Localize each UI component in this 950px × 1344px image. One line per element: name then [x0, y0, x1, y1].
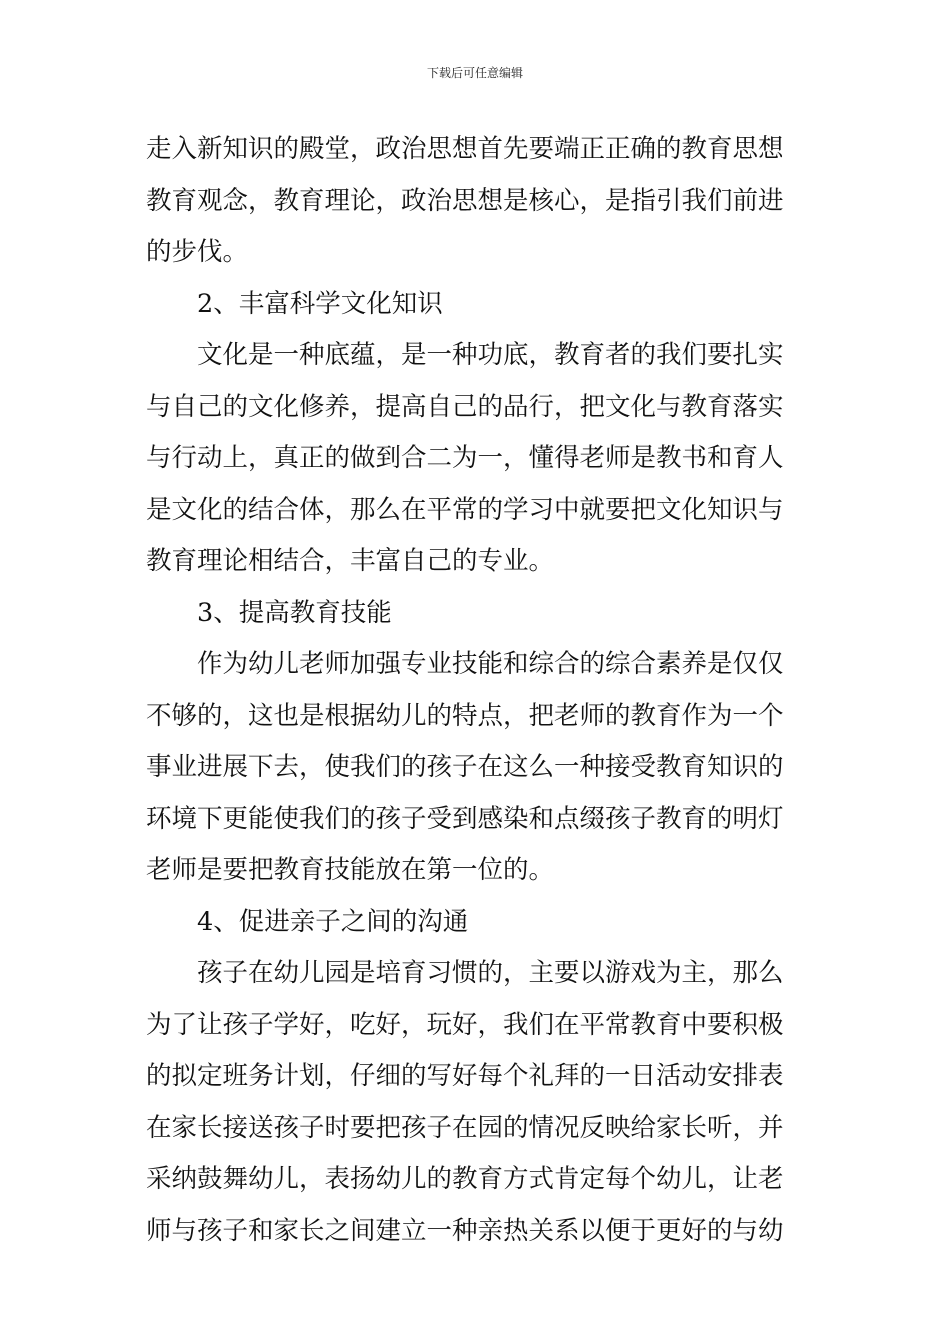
section-heading: 2、丰富科学文化知识 [197, 288, 443, 319]
paragraph-line: 采纳鼓舞幼儿，表扬幼儿的教育方式肯定每个幼儿，让老 [146, 1164, 784, 1194]
paragraph-line: 师与孩子和家长之间建立一种亲热关系以便于更好的与幼 [146, 1215, 784, 1246]
paragraph-line: 不够的，这也是根据幼儿的特点，把老师的教育作为一个 [146, 700, 784, 731]
paragraph-line: 教育理论相结合，丰富自己的专业。 [146, 546, 555, 576]
paragraph-line: 与自己的文化修养，提高自己的品行，把文化与教育落实 [146, 391, 784, 422]
paragraph-line: 孩子在幼儿园是培育习惯的，主要以游戏为主，那么 [197, 958, 784, 988]
paragraph-line: 的步伐。 [146, 237, 249, 267]
section-heading: 4、促进亲子之间的沟通 [197, 906, 469, 937]
paragraph-line: 的拟定班务计划，仔细的写好每个礼拜的一日活动安排表 [146, 1061, 784, 1091]
paragraph-line: 走入新知识的殿堂，政治思想首先要端正正确的教育思想 [146, 134, 784, 164]
paragraph-line: 环境下更能使我们的孩子受到感染和点缀孩子教育的明灯 [146, 803, 784, 834]
paragraph-line: 作为幼儿老师加强专业技能和综合的综合素养是仅仅 [197, 649, 784, 679]
document-body [146, 124, 810, 1257]
paragraph-line: 与行动上，真正的做到合二为一，懂得老师是教书和育人 [146, 443, 784, 473]
paragraph-line: 是文化的结合体，那么在平常的学习中就要把文化知识与 [146, 494, 784, 525]
paragraph-line: 事业进展下去，使我们的孩子在这么一种接受教育知识的 [146, 752, 784, 782]
paragraph-line: 老师是要把教育技能放在第一位的。 [146, 855, 555, 885]
paragraph-line: 在家长接送孩子时要把孩子在园的情况反映给家长听，并 [146, 1112, 784, 1143]
section-heading: 3、提高教育技能 [197, 597, 392, 628]
paragraph-line: 文化是一种底蕴，是一种功底，教育者的我们要扎实 [197, 340, 784, 370]
page-header: 下载后可任意编辑 [426, 66, 523, 80]
paragraph-line: 教育观念，教育理论，政治思想是核心，是指引我们前进 [146, 185, 784, 216]
paragraph-line: 为了让孩子学好，吃好，玩好，我们在平常教育中要积极 [146, 1009, 784, 1040]
